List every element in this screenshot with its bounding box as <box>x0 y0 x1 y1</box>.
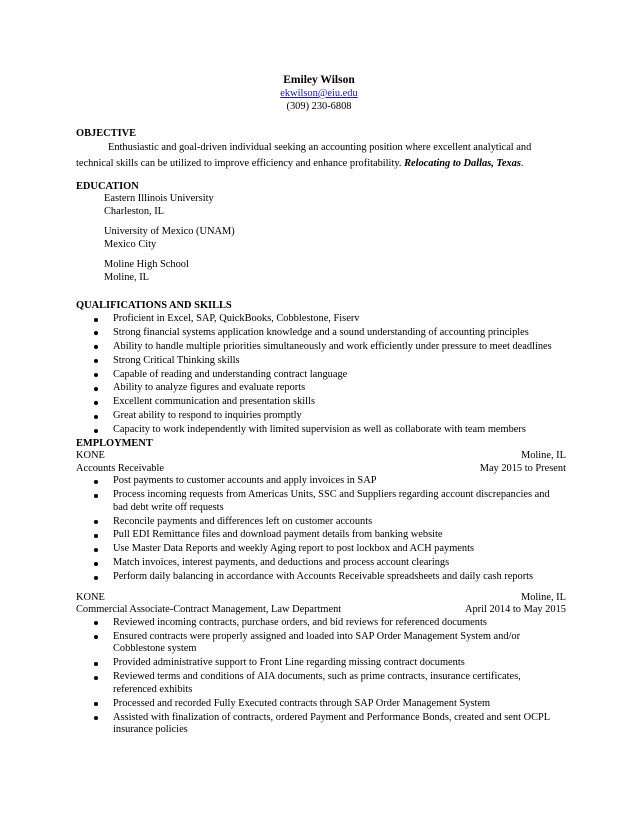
job-location: Moline, IL <box>520 450 566 461</box>
duty-item: Post payments to customer accounts and apply invoices in SAP <box>76 475 566 488</box>
qualifications-list <box>76 313 566 437</box>
qualification-item: Strong Critical Thinking skills <box>76 355 566 368</box>
duty-item: Processed and recorded Fully Executed contracts through SAP Order Management System <box>76 698 566 711</box>
qualification-item: Strong financial systems application knowledge and a sound understanding of accounting principles <box>76 327 566 340</box>
qualifications-heading: QUALIFICATIONS AND SKILLS <box>76 300 232 311</box>
qualification-item: Capacity to work independently with limited supervision as well as collaborate with team members <box>76 424 566 437</box>
job-title-row <box>76 604 566 617</box>
job-company-row <box>76 450 566 463</box>
qualification-item: Ability to handle multiple priorities simultaneously and work efficiently under pressure to meet deadlines <box>76 341 566 354</box>
job-entry <box>76 450 566 584</box>
candidate-name: Emiley Wilson <box>283 74 355 86</box>
objective-body: Enthusiastic and goal-driven individual seeking an accounting position where excellent analytical and technical skills can be utilized to improve efficiency and enhance profitability. <box>76 142 532 169</box>
duty-item: Provided administrative support to Front Line regarding missing contract documents <box>76 657 566 670</box>
job-entry <box>76 592 566 737</box>
school-name: University of Mexico (UNAM) <box>104 226 235 238</box>
objective-text: Enthusiastic and goal-driven individual seeking an accounting position where excellent analytical and technical skills can be utilized to improve efficiency and enhance profitability. Relocating to Dallas, Texas. <box>76 142 532 169</box>
job-duties <box>76 617 566 737</box>
school-entry <box>104 259 566 284</box>
job-dates: May 2015 to Present <box>479 462 566 474</box>
jobs-list <box>76 450 566 737</box>
education-section <box>76 180 566 293</box>
job-company-row <box>76 592 566 605</box>
objective-section <box>76 127 566 171</box>
duty-item: Pull EDI Remittance files and download payment details from banking website <box>76 529 566 542</box>
school-location: Mexico City <box>104 238 157 250</box>
job-company: KONE <box>76 591 105 603</box>
relocation-note: Relocating to Dallas, Texas <box>404 157 521 169</box>
email-link[interactable]: ekwilson@eiu.edu <box>280 88 358 99</box>
job-company: KONE <box>76 450 105 461</box>
duty-item: Perform daily balancing in accordance with Accounts Receivable spreadsheets and daily cash reports <box>76 571 566 584</box>
job-title: Accounts Receivable <box>76 462 164 474</box>
qualification-item: Ability to analyze figures and evaluate reports <box>76 382 566 395</box>
qualification-item: Proficient in Excel, SAP, QuickBooks, Cobblestone, Fiserv <box>76 313 566 326</box>
school-location: Moline, IL <box>104 271 150 283</box>
job-title-row <box>76 463 566 476</box>
job-duties <box>76 475 566 584</box>
school-name: Eastern Illinois University <box>104 193 214 204</box>
duty-item: Reviewed terms and conditions of AIA documents, such as prime contracts, insurance certificates, referenced exhibits <box>76 671 566 696</box>
school-entry <box>104 193 566 218</box>
duty-item: Match invoices, interest payments, and deductions and process account clearings <box>76 557 566 570</box>
qualification-item: Capable of reading and understanding contract language <box>76 369 566 382</box>
job-title: Commercial Associate-Contract Management, Law Department <box>76 604 342 616</box>
duty-item: Assisted with finalization of contracts, ordered Payment and Performance Bonds, created and sent OCPL insurance policies <box>76 712 566 737</box>
school-location: Charleston, IL <box>104 205 165 217</box>
school-entry <box>104 226 566 251</box>
job-location: Moline, IL <box>520 591 566 603</box>
qualification-item: Excellent communication and presentation skills <box>76 396 566 409</box>
duty-item: Use Master Data Reports and weekly Aging report to post lockbox and ACH payments <box>76 543 566 556</box>
duty-item: Ensured contracts were properly assigned and loaded into SAP Order Management System and/or Cobblestone system <box>76 631 566 656</box>
duty-item: Reconcile payments and differences left on customer accounts <box>76 516 566 529</box>
employment-heading: EMPLOYMENT <box>76 438 153 449</box>
education-list <box>76 193 566 285</box>
duty-item: Process incoming requests from Americas Units, SSC and Suppliers regarding account discrepancies and bad debt write off requests <box>76 489 566 514</box>
employment-section <box>76 437 566 745</box>
qualification-item: Great ability to respond to inquiries promptly <box>76 410 566 423</box>
duty-item: Reviewed incoming contracts, purchase orders, and bid reviews for referenced documents <box>76 617 566 630</box>
objective-heading: OBJECTIVE <box>76 128 137 139</box>
phone-number: (309) 230-6808 <box>286 101 352 112</box>
school-name: Moline High School <box>104 259 189 271</box>
job-dates: April 2014 to May 2015 <box>464 604 566 616</box>
qualifications-section <box>76 299 566 438</box>
education-heading: EDUCATION <box>76 181 139 192</box>
resume-header <box>0 73 638 113</box>
